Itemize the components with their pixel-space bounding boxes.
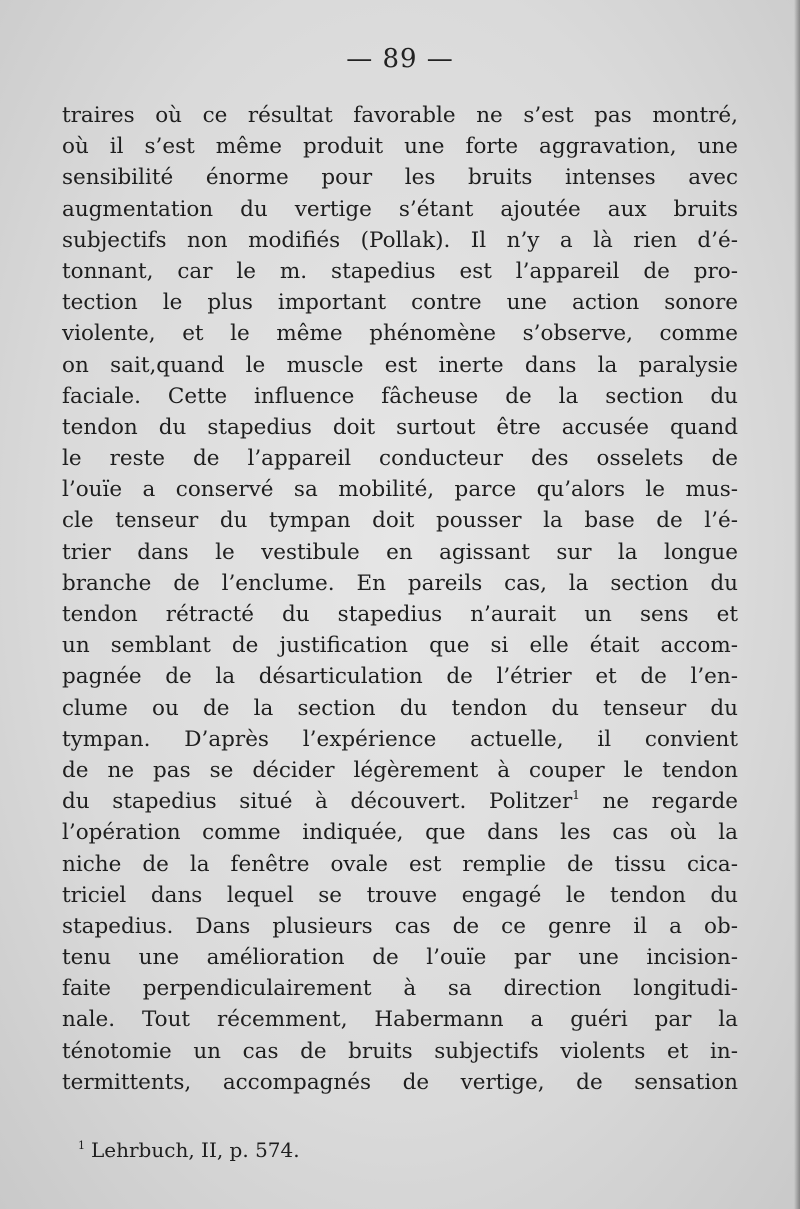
text-line: tympan. D’après l’expérience actuelle, il convient [62, 726, 738, 752]
text-line: clume ou de la section du tendon du tenseur du [62, 695, 738, 721]
text-line: nale. Tout récemment, Habermann a guéri par la [62, 1007, 738, 1033]
text-line: pagnée de la désarticulation de l’étrier et de l’en- [62, 664, 738, 690]
text-line: violente, et le même phénomène s’observe, comme [62, 321, 738, 347]
text-line: de ne pas se décider légèrement à couper le tendon [62, 757, 738, 783]
text-line: sensibilité énorme pour les bruits intenses avec [62, 165, 738, 191]
text-line-with-footnote-ref [62, 786, 738, 817]
text-line-part: du stapedius situé à découvert. Politzer [62, 789, 573, 815]
text-line: cle tenseur du tympan doit pousser la base de l’é- [62, 508, 738, 534]
text-line: faite perpendiculairement à sa direction longitudi- [62, 976, 738, 1002]
text-line: subjectifs non modifiés (Pollak). Il n’y a là rien d’é- [62, 227, 738, 253]
text-line: l’ouïe a conservé sa mobilité, parce qu’alors le mus- [62, 477, 738, 503]
text-line: faciale. Cette influence fâcheuse de la section du [62, 383, 738, 409]
scan-edge-shadow [794, 0, 800, 1209]
text-line: termittents, accompagnés de vertige, de sensation [62, 1069, 738, 1095]
text-line: tonnant, car le m. stapedius est l’appareil de pro- [62, 258, 738, 284]
text-line: où il s’est même produit une forte aggravation, une [62, 134, 738, 160]
body-text [62, 100, 738, 1098]
text-line: traires où ce résultat favorable ne s’est pas montré, [62, 103, 738, 128]
text-line: ténotomie un cas de bruits subjectifs violents et in- [62, 1038, 738, 1064]
text-line: trier dans le vestibule en agissant sur la longue [62, 539, 738, 565]
text-line: tenu une amélioration de l’ouïe par une incision- [62, 945, 738, 971]
text-line: niche de la fenêtre ovale est remplie de tissu cica- [62, 851, 738, 877]
footnote-text: Lehrbuch, II, p. 574. [91, 1138, 300, 1162]
text-line-part: ne regarde [579, 789, 738, 815]
text-line: branche de l’enclume. En pareils cas, la section du [62, 570, 738, 596]
footnote-marker: 1 [78, 1139, 85, 1152]
page-number: — 89 — [346, 44, 454, 74]
text-line: stapedius. Dans plusieurs cas de ce genre il a ob- [62, 913, 738, 939]
text-line: le reste de l’appareil conducteur des osselets de [62, 446, 738, 472]
text-line: tendon rétracté du stapedius n’aurait un sens et [62, 602, 738, 627]
text-line: triciel dans lequel se trouve engagé le tendon du [62, 882, 738, 908]
footnote [78, 1138, 300, 1162]
text-line: tendon du stapedius doit surtout être accusée quand [62, 414, 738, 440]
text-line: un semblant de justification que si elle était accom- [62, 633, 738, 659]
text-line: on sait,quand le muscle est inerte dans la paralysie [62, 352, 738, 378]
text-line: tection le plus important contre une action sonore [62, 290, 738, 316]
text-line: l’opération comme indiquée, que dans les cas où la [62, 820, 738, 846]
footnote-reference: 1 [572, 788, 580, 803]
text-line: augmentation du vertige s’étant ajoutée aux bruits [62, 196, 738, 222]
